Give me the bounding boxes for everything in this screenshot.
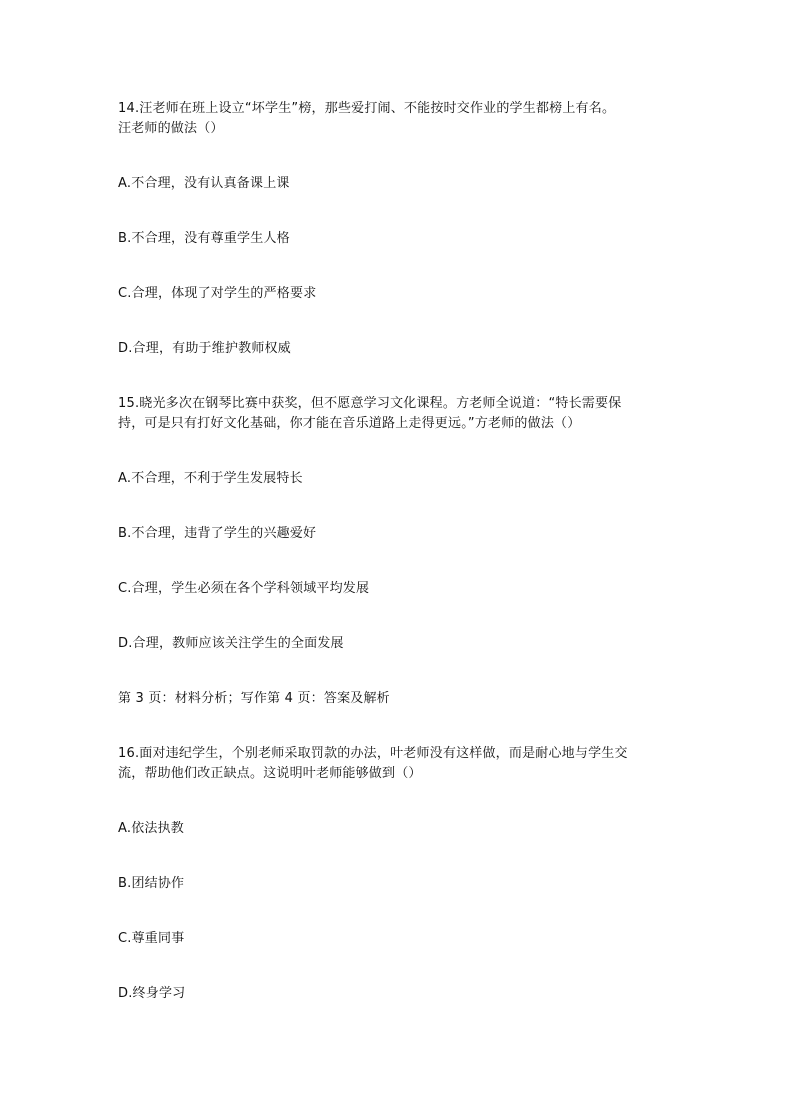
question-15-stem-line-1: 15.晓光多次在钢琴比赛中获奖，但不愿意学习文化课程。方老师全说道：“特长需要保 [118,396,622,411]
section-note: 第 3 页：材料分析；写作第 4 页：答案及解析 [118,691,390,706]
question-15-option-d: D.合理，教师应该关注学生的全面发展 [118,636,344,651]
question-14-stem-line-1: 14.汪老师在班上设立“坏学生”榜，那些爱打闹、不能按时交作业的学生都榜上有名。 [118,101,616,116]
question-15-option-b: B.不合理，违背了学生的兴趣爱好 [118,526,317,541]
question-14-option-a: A.不合理，没有认真备课上课 [118,176,290,191]
question-15-stem-line-2: 持，可是只有打好文化基础，你才能在音乐道路上走得更远。”方老师的做法（） [118,416,581,431]
question-14-option-b: B.不合理，没有尊重学生人格 [118,231,290,246]
question-16-stem-line-1: 16.面对违纪学生，个别老师采取罚款的办法，叶老师没有这样做，而是耐心地与学生交 [118,746,628,761]
question-16-option-b: B.团结协作 [118,876,185,891]
question-15-option-c: C.合理，学生必须在各个学科领域平均发展 [118,581,370,596]
question-16-option-d: D.终身学习 [118,986,186,1001]
question-16-stem-line-2: 流，帮助他们改正缺点。这说明叶老师能够做到（） [118,766,422,781]
question-15-option-a: A.不合理，不利于学生发展特长 [118,471,303,486]
question-14-option-c: C.合理，体现了对学生的严格要求 [118,286,317,301]
question-16-option-a: A.依法执教 [118,821,184,836]
question-14-option-d: D.合理，有助于维护教师权威 [118,341,291,356]
question-14-stem-line-2: 汪老师的做法（） [118,121,224,136]
question-16-option-c: C.尊重同事 [118,931,185,946]
